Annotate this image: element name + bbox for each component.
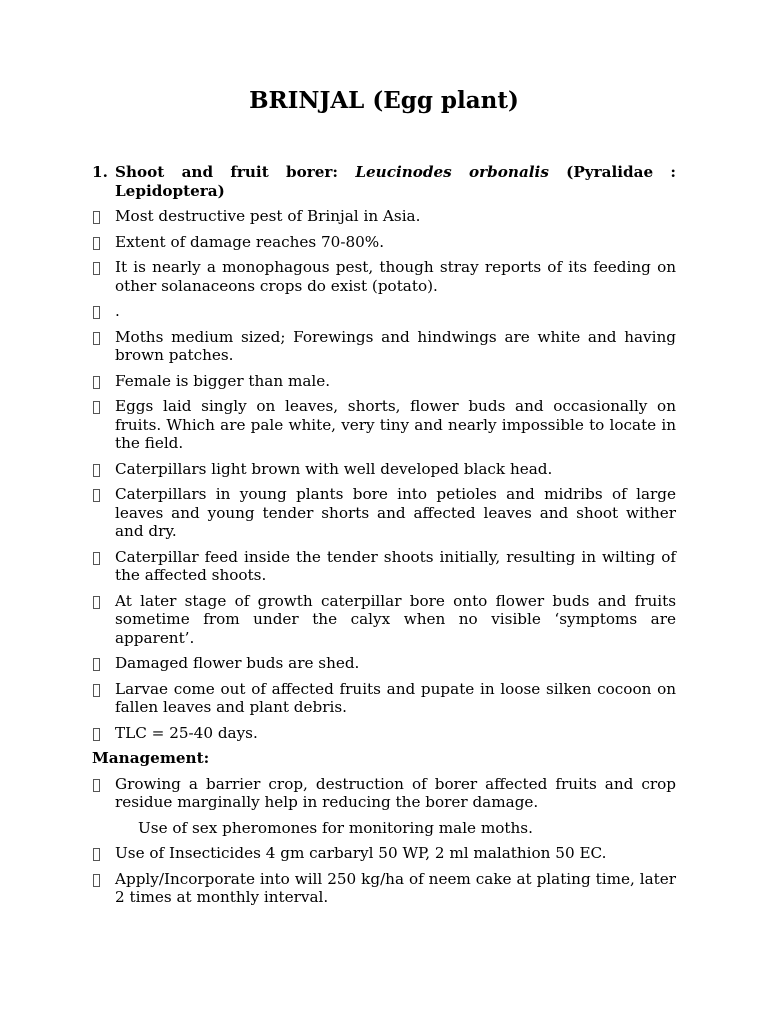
bullet-item	[92, 654, 676, 673]
square-bullet-icon	[93, 552, 100, 565]
bullet-item	[92, 680, 676, 717]
bullet-item	[92, 207, 676, 226]
bullet-text: Eggs laid singly on leaves, shorts, flower buds and occasionally on fruits. Which are pale white, very tiny and nearly impossible to locate in the field.	[115, 397, 676, 452]
bullet-text: Use of Insecticides 4 gm carbaryl 50 WP, 2 ml malathion 50 EC.	[115, 844, 607, 862]
bullet-marker	[92, 724, 114, 746]
bullet-marker	[92, 233, 114, 255]
bullet-text: Damaged flower buds are shed.	[115, 654, 360, 672]
bullet-text: Caterpillar feed inside the tender shoots initially, resulting in wilting of the affected shoots.	[115, 547, 676, 584]
bullet-item	[92, 548, 676, 585]
bullet-text: At later stage of growth caterpillar bore onto flower buds and fruits sometime from under the calyx when no visible ‘symptoms are apparent’.	[115, 591, 676, 647]
bullet-text: Caterpillars in young plants bore into petioles and midribs of large leaves and young tender shorts and affected leaves and shoot wither and dry.	[115, 485, 676, 540]
section-number: 1.	[92, 163, 108, 181]
bullet-marker	[92, 397, 114, 419]
bullet-marker	[92, 870, 114, 892]
bullet-marker	[92, 548, 114, 570]
bullet-item	[92, 724, 676, 743]
bullet-text: Larvae come out of affected fruits and pupate in loose silken cocoon on fallen leaves and plant debris.	[115, 679, 676, 716]
page-title: BRINJAL (Egg plant)	[249, 87, 519, 114]
square-bullet-icon	[93, 332, 100, 345]
bullet-marker	[92, 775, 114, 797]
square-bullet-icon	[93, 211, 100, 224]
bullet-marker	[92, 258, 114, 280]
square-bullet-icon	[93, 237, 100, 250]
square-bullet-icon	[93, 874, 100, 887]
family-name: (Pyralidae : Lepidoptera)	[115, 163, 676, 200]
square-bullet-icon	[93, 779, 100, 792]
square-bullet-icon	[93, 262, 100, 275]
section-label: Shoot and fruit borer:	[115, 163, 339, 181]
square-bullet-icon	[93, 684, 100, 697]
square-bullet-icon	[93, 401, 100, 414]
bullet-text: Extent of damage reaches 70-80%.	[115, 232, 385, 251]
bullet-marker	[92, 485, 114, 507]
bullet-list	[92, 207, 676, 742]
bullet-marker	[92, 844, 114, 866]
bullet-marker	[92, 302, 114, 324]
square-bullet-icon	[93, 464, 100, 477]
bullet-text: Caterpillars light brown with well developed black head.	[115, 459, 553, 478]
bullet-text: .	[115, 302, 120, 320]
square-bullet-icon	[93, 306, 100, 319]
bullet-item	[92, 258, 676, 295]
bullet-item	[92, 460, 676, 479]
square-bullet-icon	[93, 489, 100, 502]
bullet-text: Moths medium sized; Forewings and hindwings are white and having brown patches.	[115, 327, 676, 364]
bullet-item	[92, 592, 676, 648]
bullet-text: Apply/Incorporate into will 250 kg/ha of neem cake at plating time, later 2 times at monthly interval.	[115, 869, 676, 906]
bullet-item	[92, 775, 676, 812]
bullet-marker	[92, 328, 114, 350]
square-bullet-icon	[93, 848, 100, 861]
management-list-continued	[92, 844, 676, 907]
square-bullet-icon	[93, 658, 100, 671]
bullet-marker	[92, 680, 114, 702]
square-bullet-icon	[93, 728, 100, 741]
bullet-item	[92, 397, 676, 453]
bullet-marker	[92, 372, 114, 394]
section-heading	[92, 163, 676, 200]
management-list	[92, 775, 676, 812]
bullet-text: Growing a barrier crop, destruction of borer affected fruits and crop residue marginally help in reducing the borer damage.	[115, 774, 676, 811]
bullet-marker	[92, 207, 114, 229]
square-bullet-icon	[93, 376, 100, 389]
bullet-text: Most destructive pest of Brinjal in Asia.	[115, 207, 421, 225]
square-bullet-icon	[93, 596, 100, 609]
bullet-item	[92, 328, 676, 365]
bullet-item	[92, 485, 676, 541]
management-heading: Management:	[92, 749, 210, 767]
bullet-item	[92, 302, 676, 321]
bullet-marker	[92, 460, 114, 482]
document-body	[92, 163, 676, 914]
indented-line: Use of sex pheromones for monitoring male moths.	[138, 818, 533, 837]
bullet-marker	[92, 654, 114, 676]
bullet-text: It is nearly a monophagous pest, though stray reports of its feeding on other solanaceons crops do exist (potato).	[115, 258, 676, 295]
bullet-item	[92, 844, 676, 863]
bullet-item	[92, 870, 676, 907]
bullet-text: Female is bigger than male.	[115, 371, 331, 390]
species-name: Leucinodes orbonalis	[355, 163, 549, 181]
bullet-text: TLC = 25-40 days.	[115, 723, 258, 742]
bullet-marker	[92, 592, 114, 614]
bullet-item	[92, 372, 676, 391]
bullet-item	[92, 233, 676, 252]
